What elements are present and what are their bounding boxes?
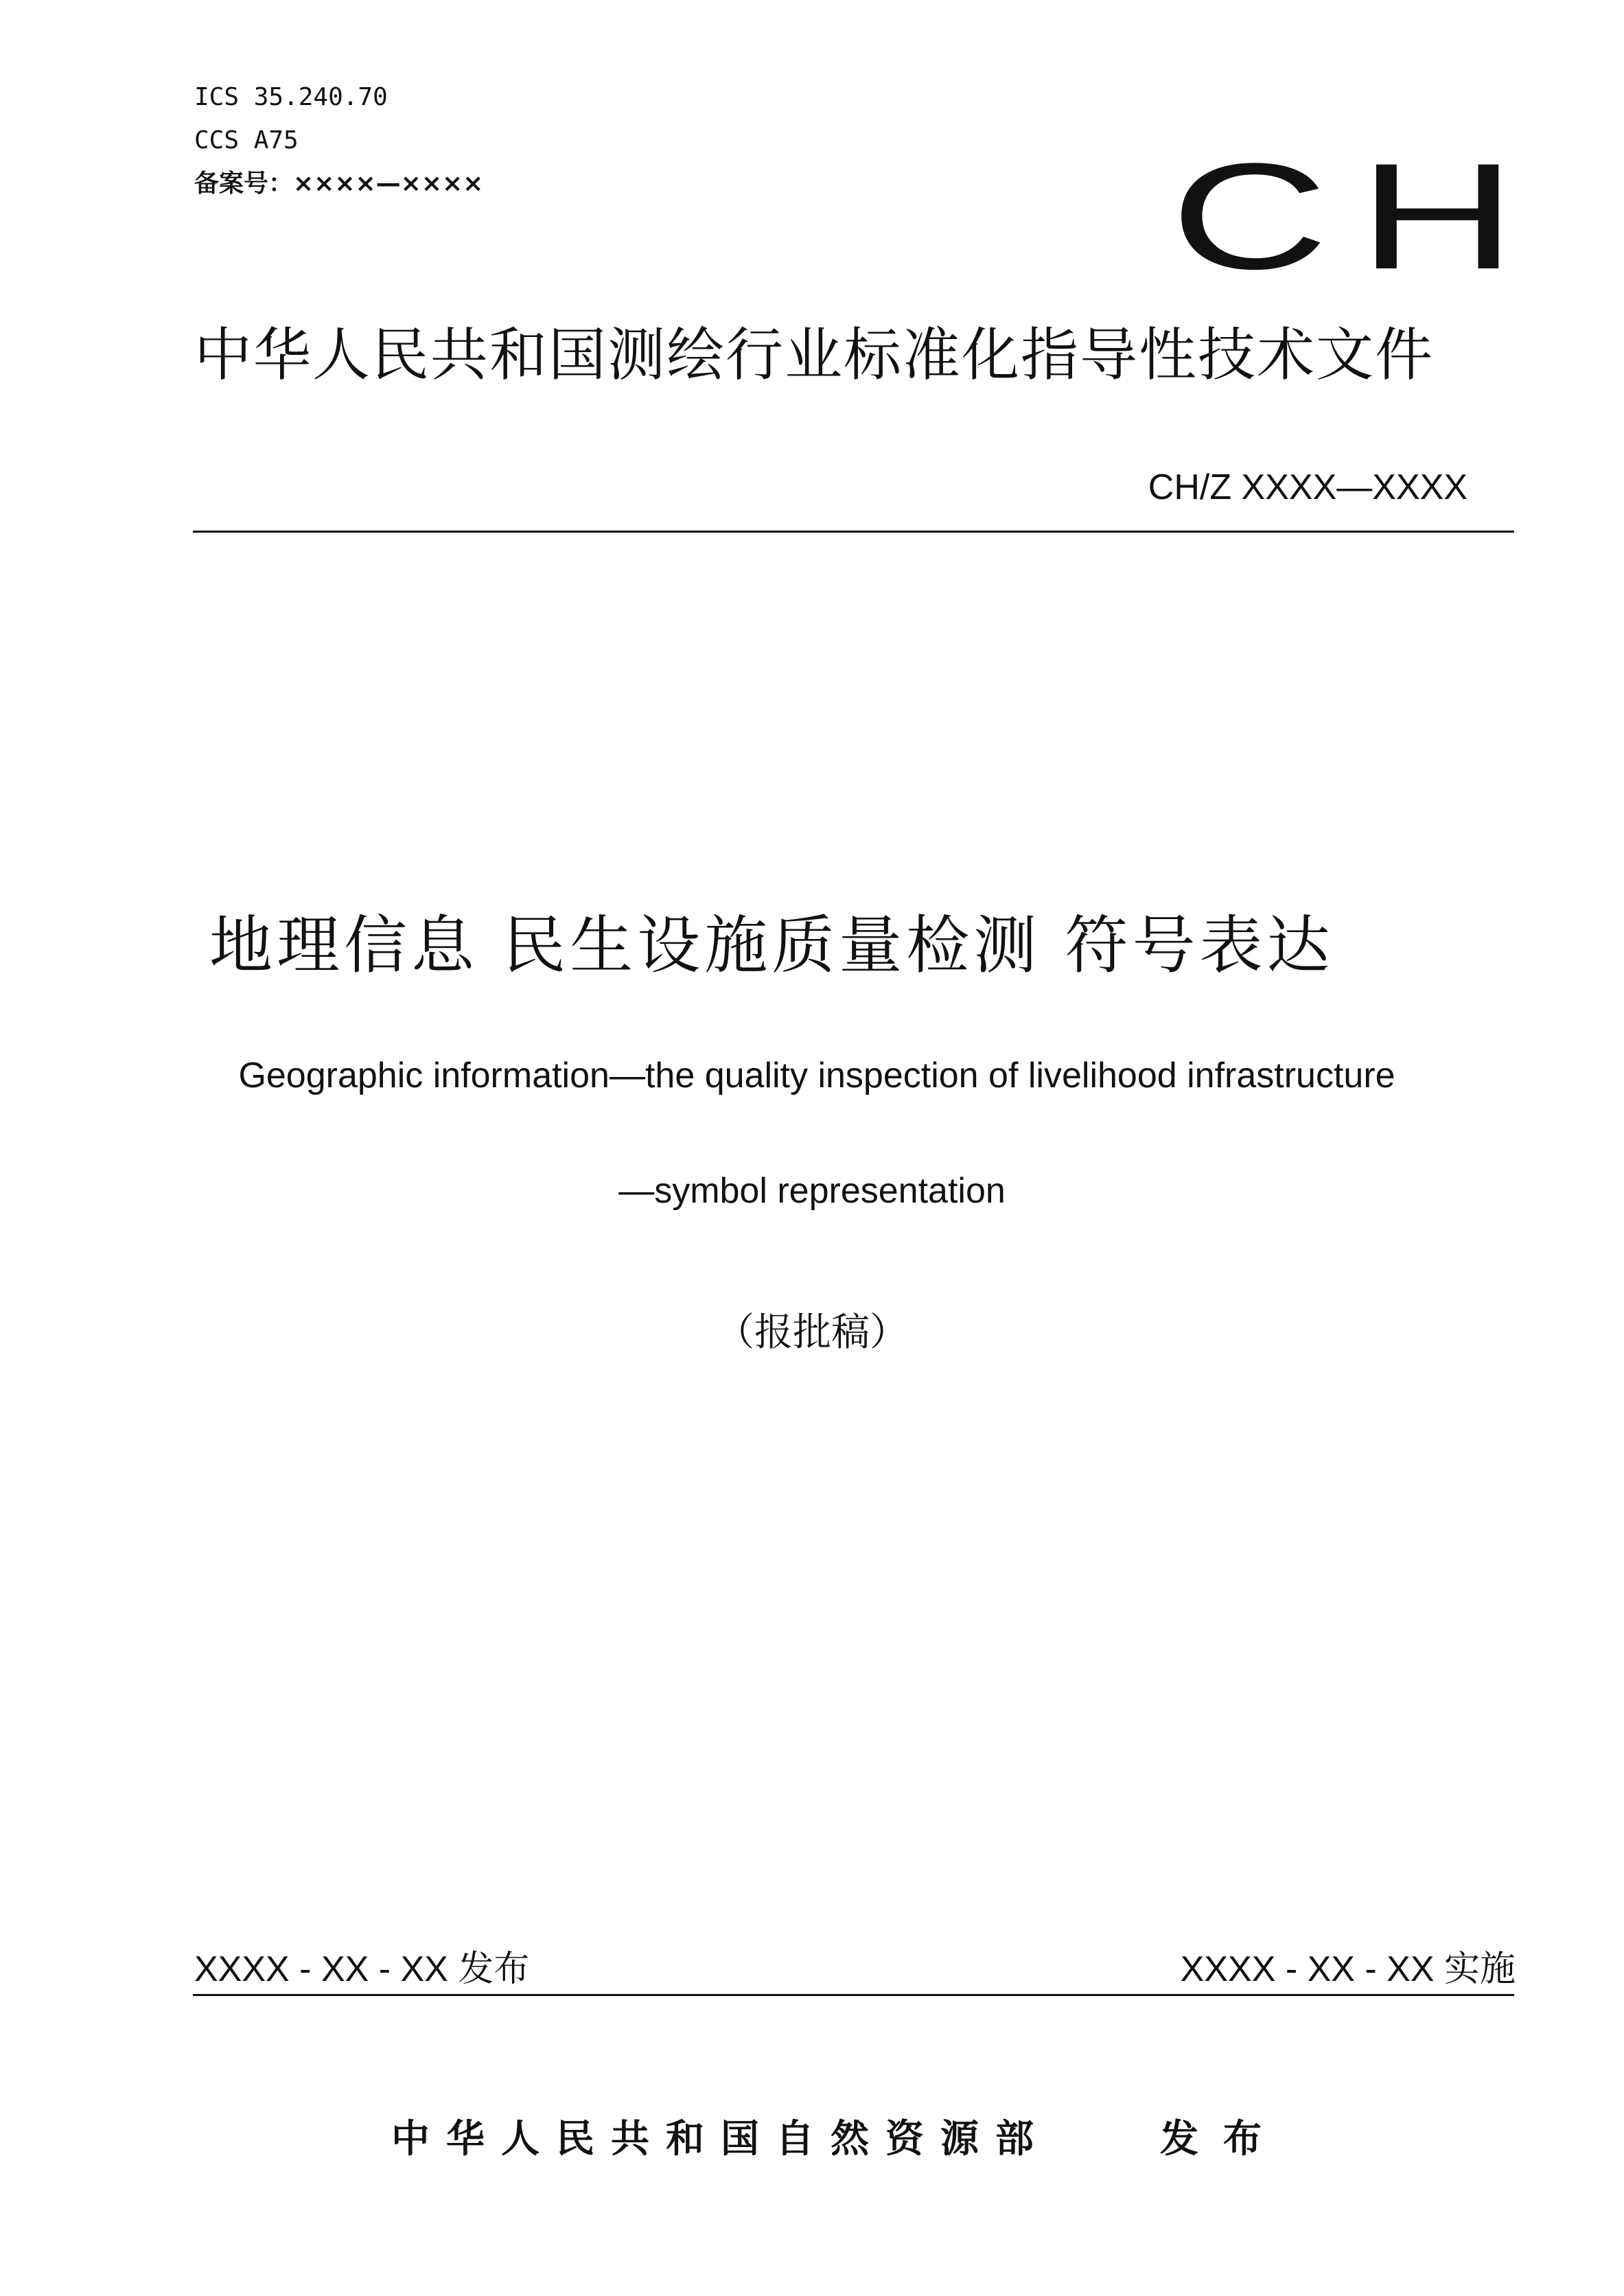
ch-logo: CH [1170,132,1546,301]
standard-number: CH/Z XXXX—XXXX [1148,467,1468,507]
header-divider [193,531,1514,533]
draft-status: （报批稿） [716,1310,908,1355]
ics-code: ICS 35.240.70 [194,83,388,111]
ccs-code: CCS A75 [194,126,299,154]
issuing-authority: 中华人民共和国自然资源部 [391,2117,1050,2161]
document-type-heading: 中华人民共和国测绘行业标准化指导性技术文件 [194,321,1435,389]
issue-action: 发布 [1160,2117,1286,2161]
date-divider [193,1994,1514,1996]
release-date: XXXX - XX - XX 发布 [194,1949,530,1989]
title-chinese: 地理信息 民生设施质量检测 符号表达 [209,909,1334,982]
title-english-line-2: —symbol representation [618,1171,1006,1211]
title-english-line-1: Geographic information—the quality inspection of livelihood infrastructure [238,1056,1395,1095]
record-number: 备案号：××××—×××× [194,170,484,198]
effective-date: XXXX - XX - XX 实施 [1180,1949,1516,1989]
